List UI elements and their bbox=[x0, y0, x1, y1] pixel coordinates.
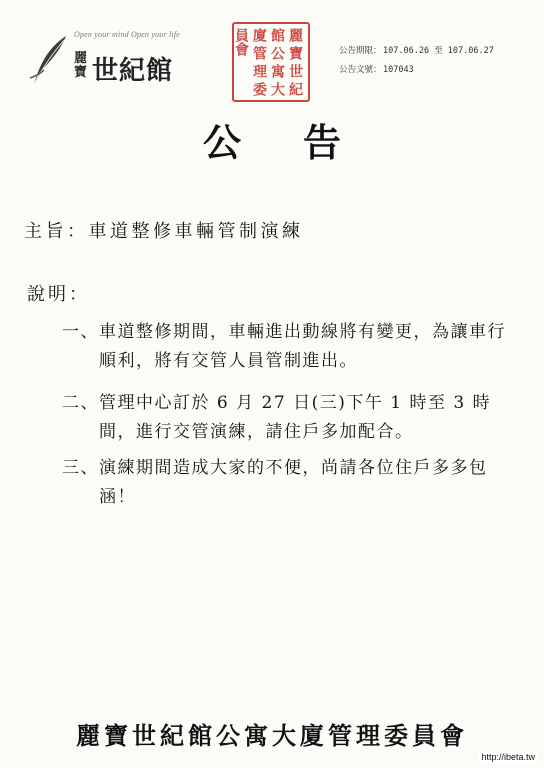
item-number: 一、 bbox=[62, 322, 99, 342]
item-number: 二、 bbox=[62, 393, 99, 413]
notice-period-label: 公告期限： bbox=[339, 46, 382, 56]
notice-period bbox=[339, 42, 494, 61]
notice-title: 公告 bbox=[202, 120, 403, 165]
notice-number-label: 公告文號： bbox=[339, 65, 382, 75]
item-text: 演練期間造成大家的不便，尚請各位住戶多多包涵！ bbox=[99, 458, 488, 507]
logo bbox=[26, 28, 186, 90]
issuer-signature: 麗寶世紀館公寓大廈管理委員會 bbox=[76, 721, 468, 750]
watermark: http://ibeta.tw bbox=[478, 751, 538, 763]
seal-text: 麗寶世紀館公寓大廈管理委員會 bbox=[233, 28, 303, 96]
notice-subject: 主旨：車道整修車輛管制演練 bbox=[24, 221, 304, 242]
notice-period-value: 107.06.26 至 107.06.27 bbox=[383, 46, 494, 56]
notice-number bbox=[339, 61, 494, 80]
logo-small-name: 麗寶 bbox=[74, 51, 88, 80]
notice-number-value: 107043 bbox=[383, 65, 414, 75]
logo-main-name: 世紀館 bbox=[92, 56, 174, 86]
feather-icon bbox=[26, 34, 70, 86]
logo-tagline: Open your mind Open your life bbox=[74, 30, 181, 39]
notice-meta bbox=[339, 42, 494, 80]
item-text: 管理中心訂於 6 月 27 日(三)下午 1 時至 3 時間，進行交管演練，請住戶多加配合。 bbox=[99, 393, 492, 442]
item-text: 車道整修期間，車輛進出動線將有變更，為讓車行順利，將有交管人員管制進出。 bbox=[99, 322, 506, 371]
item-number: 三、 bbox=[62, 458, 99, 478]
official-seal bbox=[232, 22, 310, 102]
explanation-label: 說明： bbox=[27, 284, 90, 305]
